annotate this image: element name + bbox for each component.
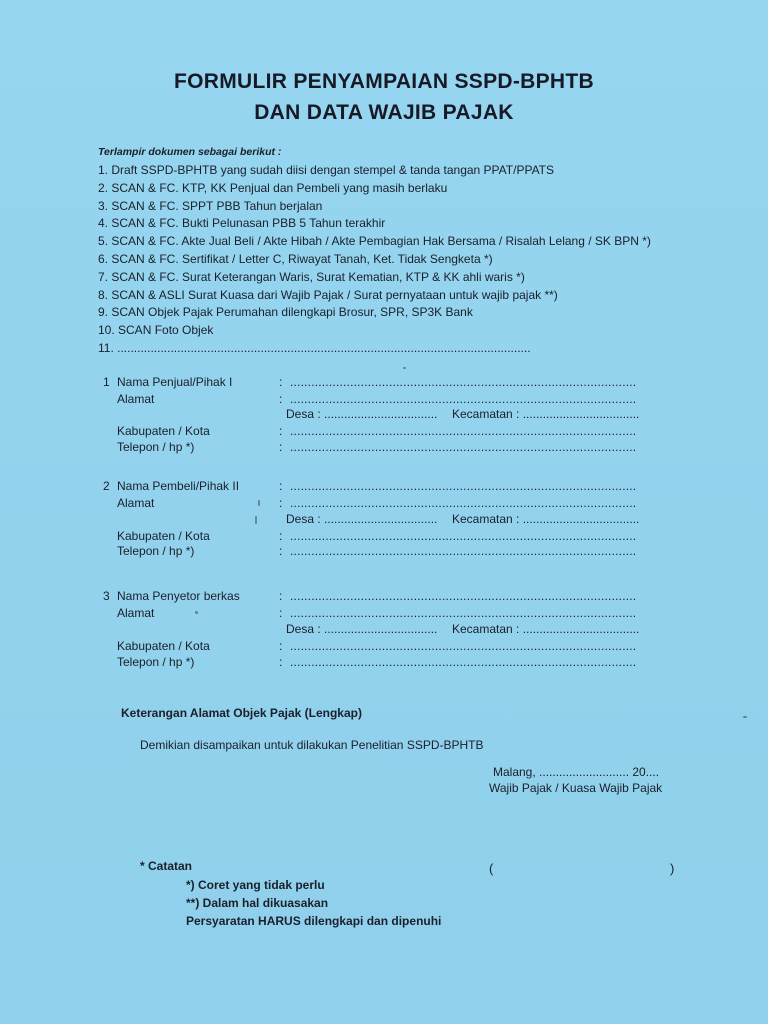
village-field[interactable]: Desa : .................................. xyxy=(286,512,438,526)
district-field[interactable]: Kecamatan : ................................... xyxy=(452,622,640,636)
document-item: 9. SCAN Objek Pajak Perumahan dilengkapi Brosur, SPR, SP3K Bank xyxy=(98,305,473,320)
address-label: Alamat xyxy=(117,496,155,510)
document-item: 5. SCAN & FC. Akte Jual Beli / Akte Hibah / Akte Pembagian Hak Bersama / Risalah Lelang / SK BPN *) xyxy=(98,234,651,249)
phone-label: Telepon / hp *) xyxy=(117,655,195,669)
form-title-line2: DAN DATA WAJIB PAJAK xyxy=(254,101,514,124)
notes-list xyxy=(186,876,441,930)
party-number: 3 xyxy=(103,589,110,603)
party-number: 1 xyxy=(103,375,110,389)
party-name-label: Nama Pembeli/Pihak II xyxy=(117,479,240,493)
phone-label: Telepon / hp *) xyxy=(117,544,195,558)
regency-field[interactable]: .................................................................................................. xyxy=(290,529,637,543)
regency-field[interactable]: .................................................................................................. xyxy=(290,424,637,438)
party-name-field[interactable]: .................................................................................................. xyxy=(290,375,637,389)
attachment-intro: Terlampir dokumen sebagai berikut : xyxy=(98,146,282,158)
address-label: Alamat xyxy=(117,606,155,620)
phone-field[interactable]: .................................................................................................. xyxy=(290,655,637,669)
form-title-line1: FORMULIR PENYAMPAIAN SSPD-BPHTB xyxy=(174,70,594,93)
document-item: 11. ............................................................................................................................ xyxy=(98,340,531,355)
form-sheet: FORMULIR PENYAMPAIAN SSPD-BPHTB DAN DATA WAJIB PAJAK Terlampir dokumen sebagai berikut : 1. Draft SSPD-BPHTB yang sudah diisi dengan stempel & tanda tangan PPAT/PPATS 2. SCAN & FC. KTP, KK Penjual dan Pembeli yang masih berlaku 3. SCAN & FC. SPPT PBB Tahun berjalan 4. SCAN & FC. Bukti Pelunasan PBB 5 Tahun terakhir 5. SCAN & FC. Akte Jual Beli / Akte Hibah / Akte Pembagian Hak Bersama / Risalah Lelang / SK BPN *) 6. SCAN & FC. Sertifikat / Letter C, Riwayat Tanah, Ket. Tidak Sengketa *) 7. SCAN & FC. Surat Keterangan Waris, Surat Kematian, KTP & KK ahli waris *) 8. SCAN & ASLI Surat Kuasa dari Wajib Pajak / Surat pernyataan untuk wajib pajak **) 9. SCAN Objek Pajak Perumahan dilengkapi Brosur, SPR, SP3K Bank 10. SCAN Foto Objek 11. ............................................................................................................................ 1 Nama Penjual/Pihak I : .................................................................................................. Alamat : .................................................................................................. Desa : .................................. Kecamatan : ................................... Kabupaten / Kota : .................................................................................................. Telepon / hp *) : .................................................................................................. 2 Nama Pembeli/Pihak II : .................................................................................................. Alamat : .................................................................................................. Desa : .................................. Kecamatan : ................................... Kabupaten / Kota : .................................................................................................. Telepon / hp *) : .................................................................................................. 3 Nama Penyetor berkas : .................................................................................................. Alamat : .................................................................................................. Desa : .................................. Kecamatan : ................................... Kabupaten / Kota : .................................................................................................. Telepon / hp *) : .................................................................................................. Keterangan Alamat Objek Pajak (Lengkap) Demikian disampaikan untuk dilakukan Penelitian SSPD-BPHTB Malang, ........................... 20.... Wajib Pajak / Kuasa Wajib Pajak * Catatan *) Coret yang tidak perlu **) Dalam hal dikuasakan Persyaratan HARUS dilengkapi dan dipenuhi ( ) xyxy=(0,0,768,1024)
document-list xyxy=(98,162,651,358)
district-field[interactable]: Kecamatan : ................................... xyxy=(452,407,640,421)
phone-label: Telepon / hp *) xyxy=(117,440,195,454)
notes-heading: * Catatan xyxy=(140,859,193,873)
regency-label: Kabupaten / Kota xyxy=(117,529,210,543)
document-item: 2. SCAN & FC. KTP, KK Penjual dan Pembeli yang masih berlaku xyxy=(98,180,448,195)
address-field[interactable]: .................................................................................................. xyxy=(290,496,637,510)
note-item: Persyaratan HARUS dilengkapi dan dipenuhi xyxy=(186,914,442,928)
address-label: Alamat xyxy=(117,392,155,406)
signature-paren-close: ) xyxy=(670,861,675,876)
address-field[interactable]: .................................................................................................. xyxy=(290,392,637,406)
regency-label: Kabupaten / Kota xyxy=(117,424,210,438)
document-item: 3. SCAN & FC. SPPT PBB Tahun berjalan xyxy=(98,198,323,213)
party-name-label: Nama Penjual/Pihak I xyxy=(117,375,233,389)
note-item: *) Coret yang tidak perlu xyxy=(186,878,325,892)
scan-speck xyxy=(255,516,257,524)
scan-speck xyxy=(403,367,406,369)
party-name-label: Nama Penyetor berkas xyxy=(117,589,240,603)
signature-paren-open: ( xyxy=(489,861,494,876)
address-field[interactable]: .................................................................................................. xyxy=(290,606,637,620)
document-item: 4. SCAN & FC. Bukti Pelunasan PBB 5 Tahun terakhir xyxy=(98,216,386,231)
district-field[interactable]: Kecamatan : ................................... xyxy=(452,512,640,526)
scan-speck xyxy=(258,500,260,506)
scan-speck xyxy=(743,716,747,718)
document-item: 8. SCAN & ASLI Surat Kuasa dari Wajib Pajak / Surat pernyataan untuk wajib pajak **) xyxy=(98,287,558,302)
scan-speck xyxy=(195,611,198,614)
village-field[interactable]: Desa : .................................. xyxy=(286,622,438,636)
document-item: 7. SCAN & FC. Surat Keterangan Waris, Surat Kematian, KTP & KK ahli waris *) xyxy=(98,269,525,284)
regency-label: Kabupaten / Kota xyxy=(117,639,210,653)
closing-statement: Demikian disampaikan untuk dilakukan Penelitian SSPD-BPHTB xyxy=(140,738,484,752)
document-item: 10. SCAN Foto Objek xyxy=(98,323,214,338)
village-field[interactable]: Desa : .................................. xyxy=(286,407,438,421)
note-item: **) Dalam hal dikuasakan xyxy=(186,896,329,910)
party-number: 2 xyxy=(103,479,110,493)
place-date-field[interactable]: Malang, ........................... 20.... xyxy=(493,765,660,779)
document-item: 1. Draft SSPD-BPHTB yang sudah diisi dengan stempel & tanda tangan PPAT/PPATS xyxy=(98,163,555,177)
signatory-role: Wajib Pajak / Kuasa Wajib Pajak xyxy=(489,781,663,795)
phone-field[interactable]: .................................................................................................. xyxy=(290,544,637,558)
regency-field[interactable]: .................................................................................................. xyxy=(290,639,637,653)
phone-field[interactable]: .................................................................................................. xyxy=(290,440,637,454)
object-address-label: Keterangan Alamat Objek Pajak (Lengkap) xyxy=(121,706,362,720)
document-item: 6. SCAN & FC. Sertifikat / Letter C, Riwayat Tanah, Ket. Tidak Sengketa *) xyxy=(98,251,493,266)
party-name-field[interactable]: .................................................................................................. xyxy=(290,589,637,603)
party-name-field[interactable]: .................................................................................................. xyxy=(290,479,637,493)
